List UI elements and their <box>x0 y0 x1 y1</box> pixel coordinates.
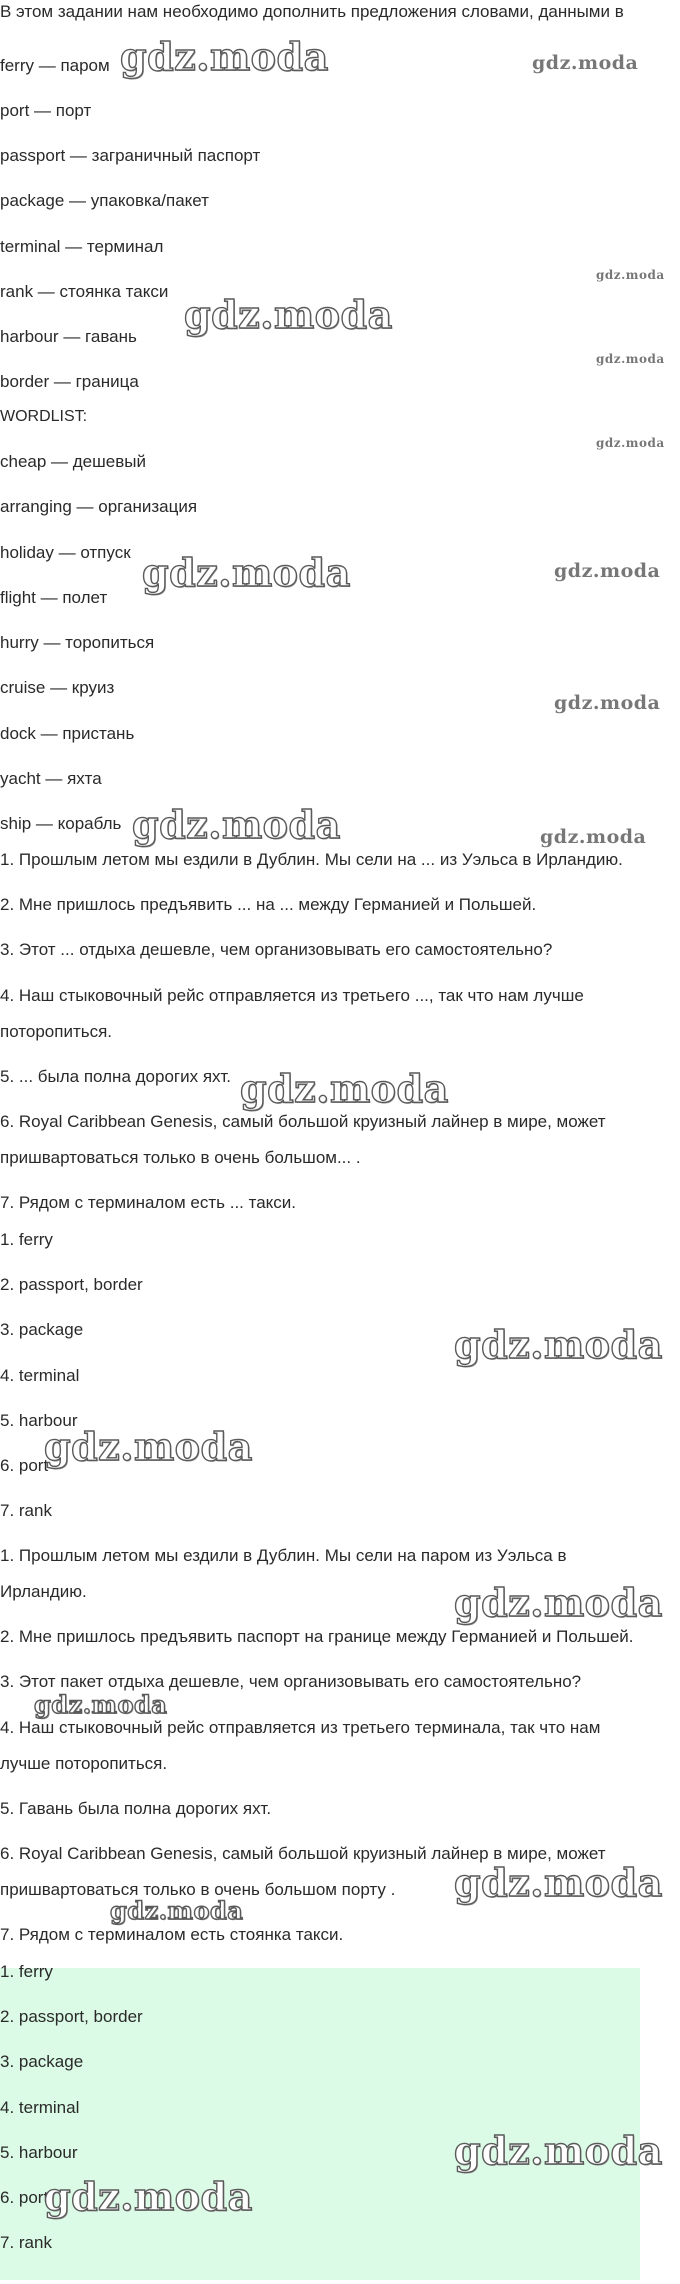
watermark: gdz.moda <box>554 692 661 714</box>
vocab-item: terminal — терминал <box>0 237 164 256</box>
task-line: поторопиться. <box>0 1022 113 1041</box>
answer-item: 6. port <box>0 1456 49 1475</box>
task-line: пришвартоваться только в очень большом... . <box>0 1148 361 1167</box>
wordlist-item: ship — корабль <box>0 814 122 833</box>
wordlist-item: dock — пристань <box>0 724 135 743</box>
watermark: gdz.moda <box>554 560 661 582</box>
filled-line: 7. Рядом с терминалом есть стоянка такси. <box>0 1925 344 1944</box>
filled-line: 4. Наш стыковочный рейс отправляется из третьего терминала, так что нам <box>0 1718 601 1737</box>
task-line: 3. Этот ... отдыха дешевле, чем организовывать его самостоятельно? <box>0 940 553 959</box>
filled-line: 6. Royal Caribbean Genesis, самый большой круизный лайнер в мире, может <box>0 1844 606 1863</box>
wordlist-item: cruise — круиз <box>0 678 115 697</box>
task-line: 4. Наш стыковочный рейс отправляется из третьего ..., так что нам лучше <box>0 986 584 1005</box>
filled-line: 3. Этот пакет отдыха дешевле, чем организовывать его самостоятельно? <box>0 1672 582 1691</box>
watermark: gdz.moda <box>44 1424 253 1469</box>
wordlist-item: holiday — отпуск <box>0 543 131 562</box>
watermark: gdz.moda <box>454 1580 663 1625</box>
vocab-item: package — упаковка/пакет <box>0 191 209 210</box>
watermark: gdz.moda <box>184 292 393 337</box>
vocab-item: border — граница <box>0 372 139 391</box>
watermark: gdz.moda <box>596 436 665 450</box>
answer-item: 4. terminal <box>0 1366 80 1385</box>
wordlist-heading: WORDLIST: <box>0 408 88 425</box>
watermark: gdz.moda <box>532 52 639 74</box>
wordlist-item: cheap — дешевый <box>0 452 146 471</box>
watermark: gdz.moda <box>454 1860 663 1905</box>
wordlist-item: hurry — торопиться <box>0 633 155 652</box>
filled-line: 1. Прошлым летом мы ездили в Дублин. Мы сели на паром из Уэльса в <box>0 1546 567 1565</box>
task-line: 2. Мне пришлось предъявить ... на ... между Германией и Польшей. <box>0 895 537 914</box>
watermark: gdz.moda <box>142 550 351 595</box>
watermark: gdz.moda <box>120 34 329 79</box>
wordlist-item: arranging — организация <box>0 497 198 516</box>
vocab-item: passport — заграничный паспорт <box>0 146 261 165</box>
filled-line: 2. Мне пришлось предъявить паспорт на границе между Германией и Польшей. <box>0 1627 634 1646</box>
watermark: gdz.moda <box>596 352 665 366</box>
watermark: gdz.moda <box>540 826 647 848</box>
answer-box-item: 2. passport, border <box>0 2007 143 2026</box>
watermark: gdz.moda <box>596 268 665 282</box>
filled-line: лучше поторопиться. <box>0 1754 168 1773</box>
answer-item: 7. rank <box>0 1501 52 1520</box>
answer-box-item: 1. ferry <box>0 1962 53 1981</box>
watermark: gdz.moda <box>34 1690 168 1719</box>
watermark: gdz.moda <box>110 1896 244 1925</box>
filled-line: пришвартоваться только в очень большом порту . <box>0 1880 396 1899</box>
watermark: gdz.moda <box>454 1322 663 1367</box>
answer-item: 3. package <box>0 1320 84 1339</box>
task-line: 6. Royal Caribbean Genesis, самый большой круизный лайнер в мире, может <box>0 1112 606 1131</box>
wordlist-item: yacht — яхта <box>0 769 102 788</box>
filled-line: 5. Гавань была полна дорогих яхт. <box>0 1799 272 1818</box>
answer-box-item: 6. port <box>0 2188 49 2207</box>
answer-box-item: 5. harbour <box>0 2143 78 2162</box>
watermark: gdz.moda <box>240 1066 449 1111</box>
vocab-item: harbour — гавань <box>0 327 137 346</box>
answer-box-item: 7. rank <box>0 2233 52 2252</box>
answer-box-item: 3. package <box>0 2052 84 2071</box>
task-line: 1. Прошлым летом мы ездили в Дублин. Мы сели на ... из Уэльса в Ирландию. <box>0 850 623 869</box>
watermark: gdz.moda <box>454 2128 663 2173</box>
vocab-item: port — порт <box>0 101 92 120</box>
watermark: gdz.moda <box>44 2174 253 2219</box>
intro-text: В этом задании нам необходимо дополнить предложения словами, данными в <box>0 2 624 21</box>
watermark: gdz.moda <box>132 802 341 847</box>
wordlist-item: flight — полет <box>0 588 108 607</box>
answer-item: 5. harbour <box>0 1411 78 1430</box>
vocab-item: rank — стоянка такси <box>0 282 169 301</box>
answer-box-item: 4. terminal <box>0 2098 80 2117</box>
task-line: 7. Рядом с терминалом есть ... такси. <box>0 1193 297 1212</box>
task-line: 5. ... была полна дорогих яхт. <box>0 1067 231 1086</box>
answer-item: 1. ferry <box>0 1230 53 1249</box>
vocab-item: ferry — паром <box>0 56 110 75</box>
filled-line: Ирландию. <box>0 1582 87 1601</box>
answer-item: 2. passport, border <box>0 1275 143 1294</box>
